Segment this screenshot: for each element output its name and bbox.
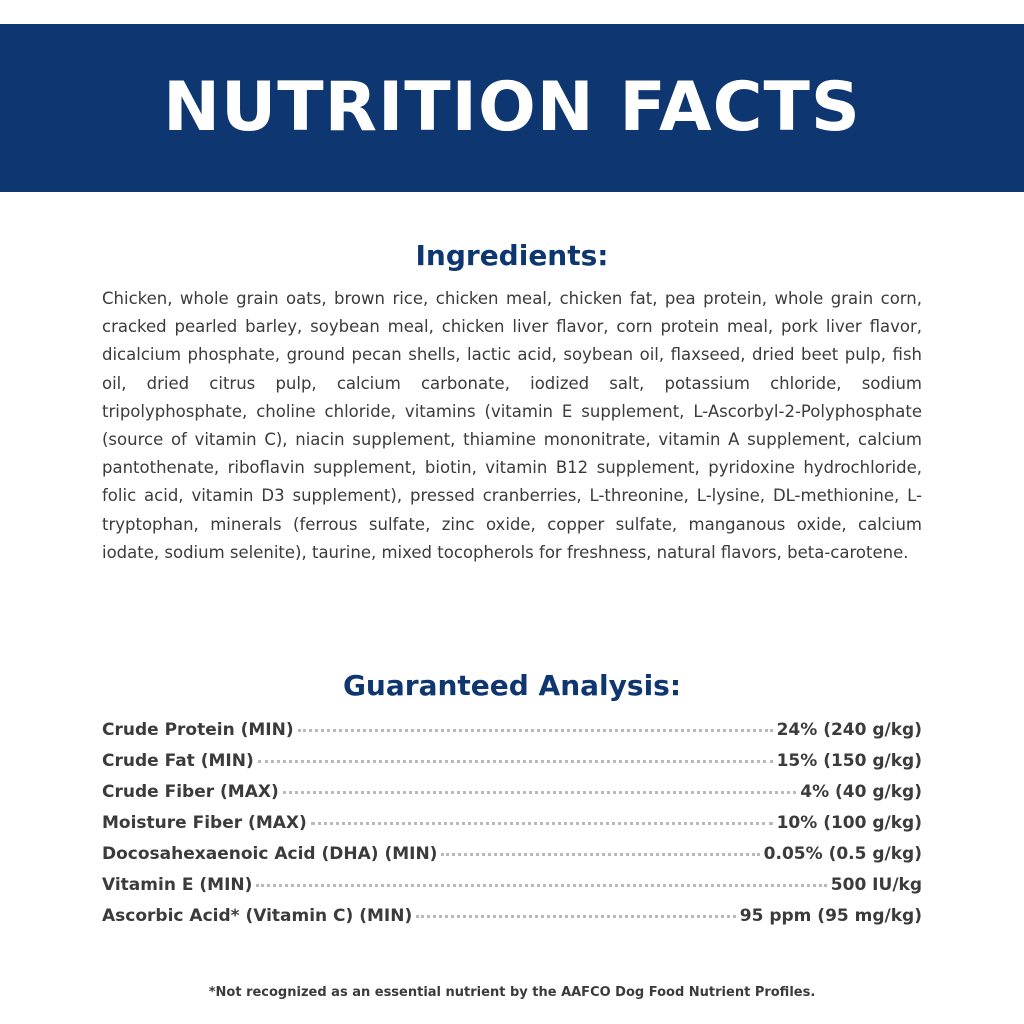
analysis-row-crude-fat bbox=[102, 751, 922, 782]
ingredients-text: Chicken, whole grain oats, brown rice, chicken meal, chicken fat, pea protein, whole grain corn, cracked pearled barley, soybean meal, chicken liver flavor, corn protein meal, pork liver flavor, dicalcium phosphate, ground pecan shells, lactic acid, soybean oil, flaxseed, dried beet pulp, fish oil, dried citrus pulp, calcium carbonate, iodized salt, potassium chloride, sodium tripolyphosphate, choline chloride, vitamins (vitamin E supplement, L-Ascorbyl-2-Polyphosphate (source of vitamin C), niacin supplement, thiamine mononitrate, vitamin A supplement, calcium pantothenate, riboflavin supplement, biotin, vitamin B12 supplement, pyridoxine hydrochloride, folic acid, vitamin D3 supplement), pressed cranberries, L-threonine, L-lysine, DL-methionine, L-tryptophan, minerals (ferrous sulfate, zinc oxide, copper sulfate, manganous oxide, calcium iodate, sodium selenite), taurine, mixed tocopherols for freshness, natural flavors, beta-carotene. bbox=[102, 289, 922, 562]
analysis-row-moisture-fiber bbox=[102, 813, 922, 844]
footnote: *Not recognized as an essential nutrient by the AAFCO Dog Food Nutrient Profiles. bbox=[208, 985, 816, 1000]
analysis-label: Crude Fat (MIN) bbox=[102, 751, 254, 771]
guaranteed-analysis-list bbox=[102, 720, 922, 937]
dot-leader bbox=[258, 760, 773, 763]
analysis-value: 4% (40 g/kg) bbox=[800, 782, 922, 802]
ingredients-heading: Ingredients: bbox=[415, 239, 609, 272]
analysis-value: 95 ppm (95 mg/kg) bbox=[739, 906, 922, 926]
analysis-label: Moisture Fiber (MAX) bbox=[102, 813, 307, 833]
analysis-label: Docosahexaenoic Acid (DHA) (MIN) bbox=[102, 844, 438, 864]
analysis-value: 15% (150 g/kg) bbox=[776, 751, 922, 771]
header-banner bbox=[0, 24, 1024, 192]
dot-leader bbox=[298, 729, 773, 732]
analysis-row-dha bbox=[102, 844, 922, 875]
analysis-value: 0.05% (0.5 g/kg) bbox=[763, 844, 922, 864]
dot-leader bbox=[283, 791, 797, 794]
analysis-value: 10% (100 g/kg) bbox=[776, 813, 922, 833]
dot-leader bbox=[256, 884, 826, 887]
analysis-label: Vitamin E (MIN) bbox=[102, 875, 253, 895]
analysis-row-vitamin-e bbox=[102, 875, 922, 906]
dot-leader bbox=[416, 915, 736, 918]
analysis-value: 500 IU/kg bbox=[830, 875, 922, 895]
analysis-row-ascorbic-acid bbox=[102, 906, 922, 937]
analysis-label: Crude Fiber (MAX) bbox=[102, 782, 279, 802]
dot-leader bbox=[311, 822, 773, 825]
analysis-label: Ascorbic Acid* (Vitamin C) (MIN) bbox=[102, 906, 413, 926]
page-title: NUTRITION FACTS bbox=[163, 68, 861, 147]
analysis-value: 24% (240 g/kg) bbox=[776, 720, 922, 740]
analysis-row-crude-fiber bbox=[102, 782, 922, 813]
dot-leader bbox=[441, 853, 759, 856]
guaranteed-analysis-heading: Guaranteed Analysis: bbox=[342, 669, 682, 702]
analysis-row-crude-protein bbox=[102, 720, 922, 751]
analysis-label: Crude Protein (MIN) bbox=[102, 720, 294, 740]
